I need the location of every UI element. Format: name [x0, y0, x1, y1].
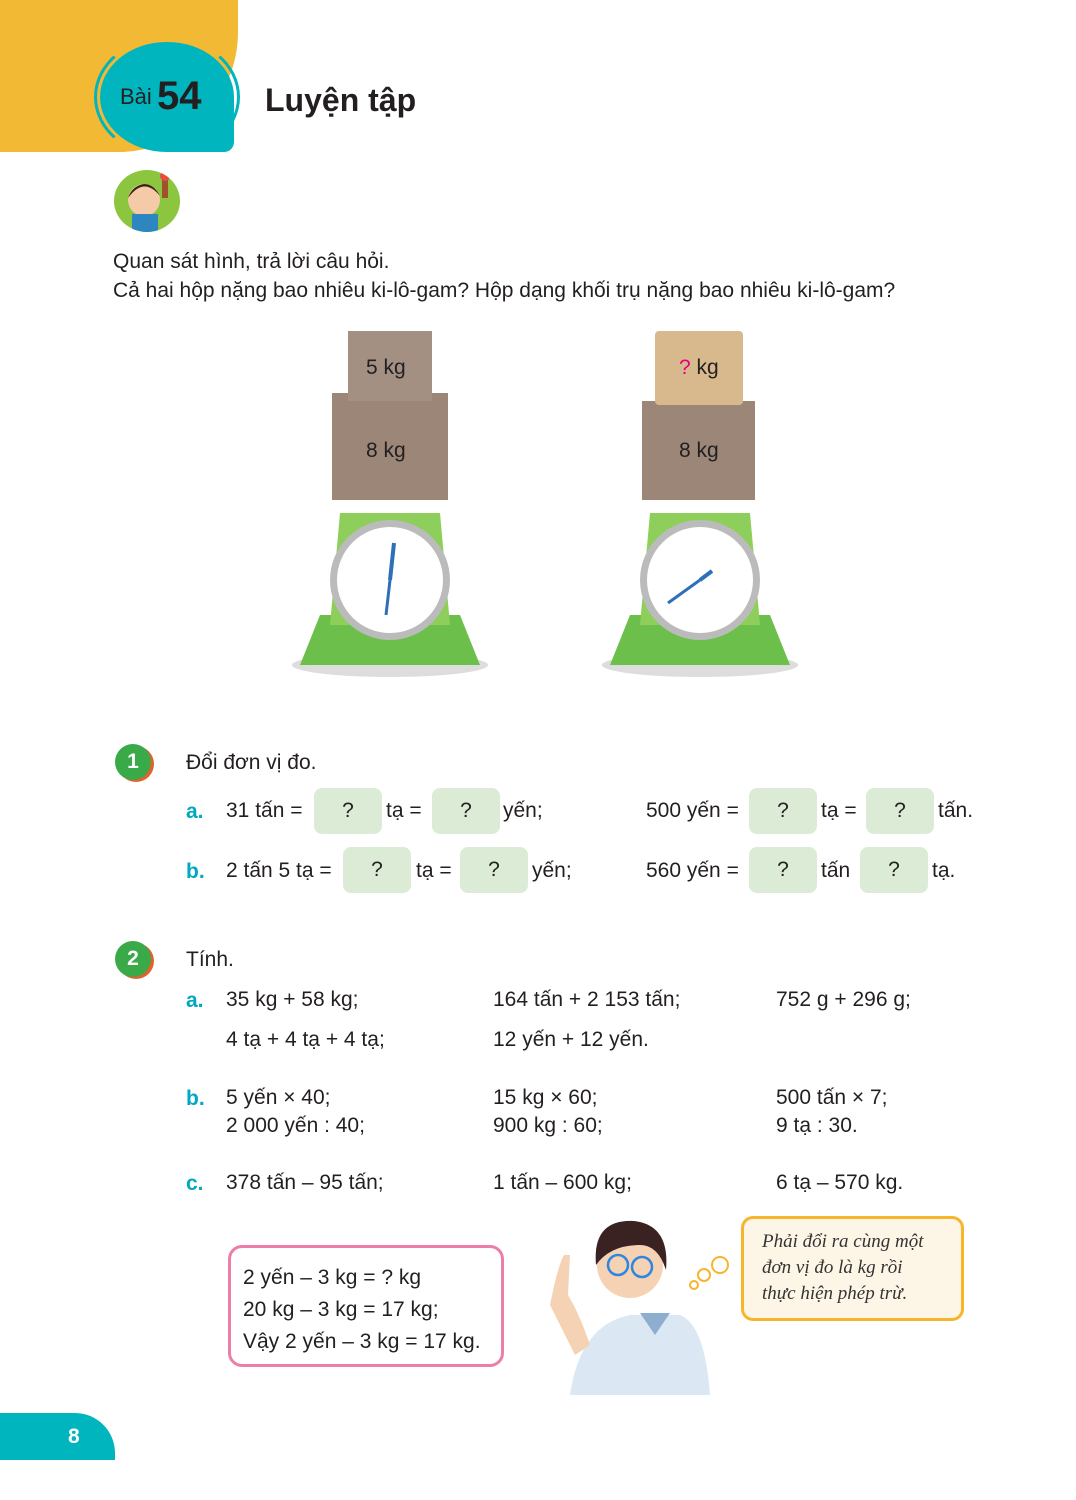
- text: tấn: [821, 859, 851, 882]
- part-label: a.: [186, 800, 204, 823]
- page-title: Luyện tập: [265, 82, 417, 118]
- boy-character-icon: [530, 1215, 740, 1400]
- text: 560 yến =: [646, 859, 739, 882]
- part-label: c.: [186, 1172, 204, 1195]
- intro-line-1: Quan sát hình, trả lời câu hỏi.: [113, 250, 390, 273]
- example-line: Vậy 2 yến – 3 kg = 17 kg.: [243, 1330, 481, 1353]
- text: yến;: [503, 799, 543, 822]
- box-weight-label: 5 kg: [366, 356, 406, 379]
- box-weight-label: 8 kg: [679, 439, 719, 462]
- expression: 500 tấn × 7;: [776, 1086, 888, 1109]
- expression: 1 tấn – 600 kg;: [493, 1171, 632, 1194]
- exercise-number: 1: [115, 744, 151, 780]
- text: tạ =: [416, 859, 452, 882]
- expression: 35 kg + 58 kg;: [226, 988, 359, 1011]
- example-box: [228, 1245, 504, 1367]
- expression: 6 tạ – 570 kg.: [776, 1171, 904, 1194]
- text: tạ.: [932, 859, 956, 882]
- text: 31 tấn =: [226, 799, 303, 822]
- answer-box[interactable]: ?: [314, 788, 382, 834]
- text: 2 tấn 5 tạ =: [226, 859, 332, 882]
- exercise-heading: Đổi đơn vị đo.: [186, 751, 317, 774]
- text: tạ =: [821, 799, 857, 822]
- intro-line-2: Cả hai hộp nặng bao nhiêu ki-lô-gam? Hộp dạng khối trụ nặng bao nhiêu ki-lô-gam?: [113, 279, 896, 302]
- box-weight-label: 8 kg: [366, 439, 406, 462]
- girl-mascot-icon: [114, 170, 180, 232]
- text: tạ =: [386, 799, 422, 822]
- expression: 164 tấn + 2 153 tấn;: [493, 988, 681, 1011]
- answer-box[interactable]: ?: [460, 847, 528, 893]
- exercise-number: 2: [115, 941, 151, 977]
- answer-box[interactable]: ?: [749, 788, 817, 834]
- expression: 4 tạ + 4 tạ + 4 tạ;: [226, 1028, 385, 1051]
- page-number: 8: [0, 1413, 115, 1460]
- answer-box[interactable]: ?: [866, 788, 934, 834]
- answer-box[interactable]: ?: [432, 788, 500, 834]
- text: yến;: [532, 859, 572, 882]
- text: 500 yến =: [646, 799, 739, 822]
- lesson-prefix: Bài: [120, 84, 152, 109]
- example-line: 20 kg – 3 kg = 17 kg;: [243, 1298, 439, 1321]
- unknown-mark: ?: [679, 356, 691, 379]
- exercise-heading: Tính.: [186, 948, 234, 971]
- expression: 15 kg × 60;: [493, 1086, 598, 1109]
- expression: 5 yến × 40;: [226, 1086, 331, 1109]
- tip-line: Phải đổi ra cùng một: [762, 1231, 924, 1252]
- expression: 752 g + 296 g;: [776, 988, 911, 1011]
- lesson-number: 54: [157, 74, 202, 118]
- text: tấn.: [938, 799, 974, 822]
- expression: 9 tạ : 30.: [776, 1114, 858, 1137]
- tip-line: đơn vị đo là kg rồi: [762, 1257, 903, 1278]
- answer-box[interactable]: ?: [343, 847, 411, 893]
- unit: kg: [690, 356, 719, 379]
- expression: 378 tấn – 95 tấn;: [226, 1171, 384, 1194]
- expression: 12 yến + 12 yến.: [493, 1028, 649, 1051]
- answer-box[interactable]: ?: [749, 847, 817, 893]
- part-label: a.: [186, 989, 204, 1012]
- expression: 900 kg : 60;: [493, 1114, 603, 1137]
- answer-box[interactable]: ?: [860, 847, 928, 893]
- tip-line: thực hiện phép trừ.: [762, 1283, 908, 1304]
- cylinder-weight-label: [679, 356, 719, 380]
- tip-speech-bubble: [741, 1216, 964, 1321]
- example-line: 2 yến – 3 kg = ? kg: [243, 1266, 422, 1289]
- part-label: b.: [186, 1087, 205, 1110]
- part-label: b.: [186, 860, 205, 883]
- expression: 2 000 yến : 40;: [226, 1114, 365, 1137]
